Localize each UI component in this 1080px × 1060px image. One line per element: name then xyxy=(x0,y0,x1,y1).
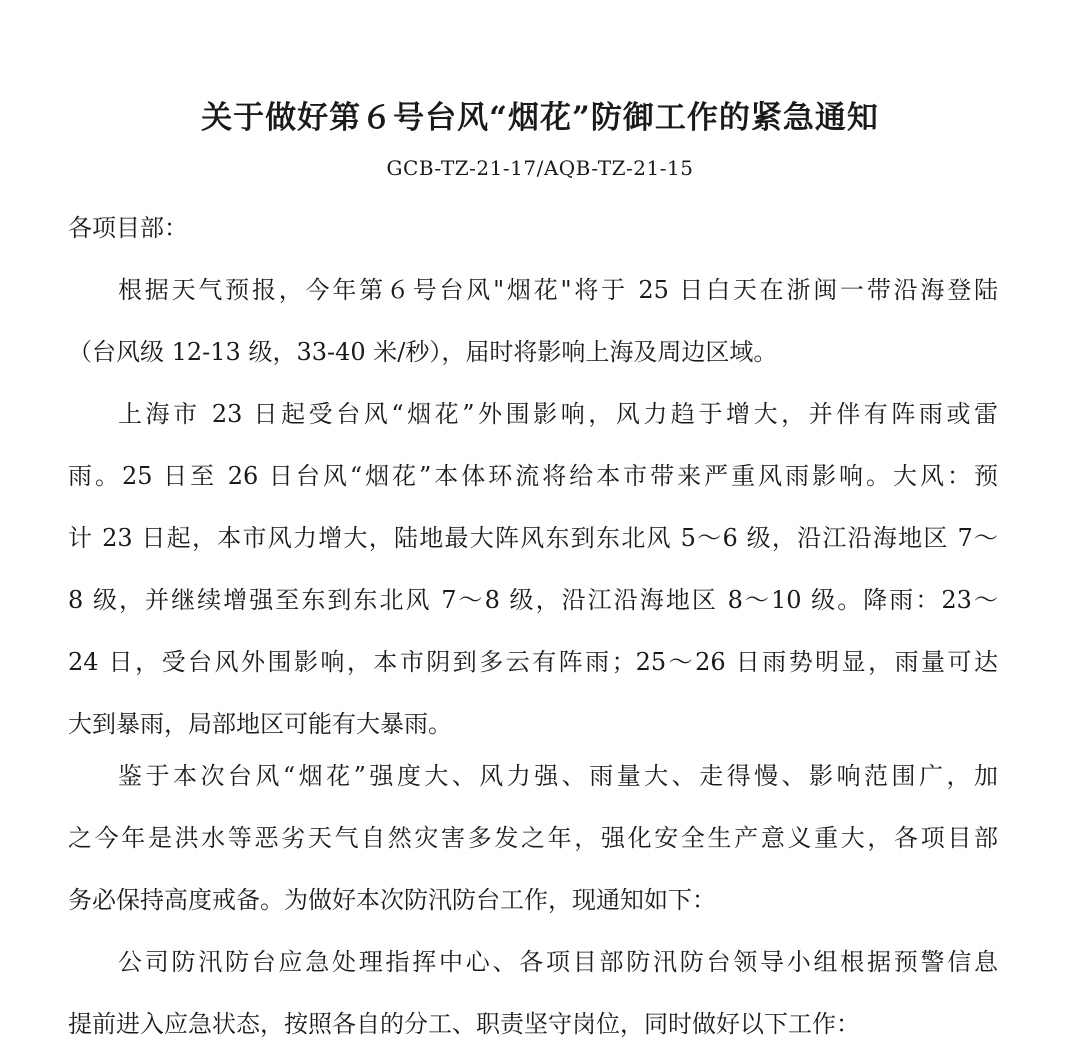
paragraph-line: 8 级，并继续增强至东到东北风 7～8 级，沿江沿海地区 8～10 级。降雨：23～ xyxy=(68,586,998,614)
paragraph-line: 24 日，受台风外围影响，本市阴到多云有阵雨；25～26 日雨势明显，雨量可达 xyxy=(68,648,998,676)
paragraph-line: 务必保持高度戒备。为做好本次防汛防台工作，现通知如下： xyxy=(68,886,716,914)
paragraph-line: 之今年是洪水等恶劣天气自然灾害多发之年，强化安全生产意义重大，各项目部 xyxy=(68,824,998,852)
paragraph-line: 上海市 23 日起受台风“烟花”外围影响，风力趋于增大，并伴有阵雨或雷 xyxy=(118,400,998,428)
paragraph-line: 根据天气预报，今年第６号台风"烟花"将于 25 日白天在浙闽一带沿海登陆 xyxy=(118,276,998,304)
paragraph-line: 公司防汛防台应急处理指挥中心、各项目部防汛防台领导小组根据预警信息 xyxy=(118,948,998,976)
paragraph-line: （台风级 12-13 级，33-40 米/秒），届时将影响上海及周边区域。 xyxy=(68,338,778,366)
paragraph-line: 大到暴雨，局部地区可能有大暴雨。 xyxy=(68,710,452,738)
paragraph-line: 计 23 日起，本市风力增大，陆地最大阵风东到东北风 5～6 级，沿江沿海地区 7～ xyxy=(68,524,998,552)
paragraph-line: 鉴于本次台风“烟花”强度大、风力强、雨量大、走得慢、影响范围广，加 xyxy=(118,762,998,790)
document-title: 关于做好第６号台风“烟花”防御工作的紧急通知 xyxy=(201,100,879,136)
paragraph-line: 提前进入应急状态，按照各自的分工、职责坚守岗位，同时做好以下工作： xyxy=(68,1010,860,1038)
salutation: 各项目部： xyxy=(68,214,188,242)
paragraph-line: 雨。25 日至 26 日台风“烟花”本体环流将给本市带来严重风雨影响。大风：预 xyxy=(68,462,998,490)
document-number: GCB-TZ-21-17/AQB-TZ-21-15 xyxy=(386,156,694,180)
